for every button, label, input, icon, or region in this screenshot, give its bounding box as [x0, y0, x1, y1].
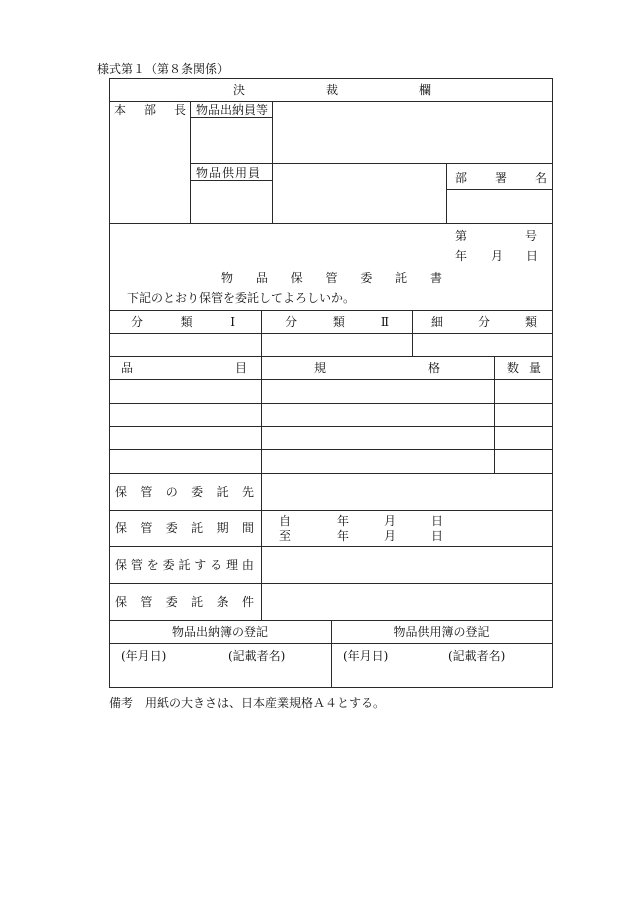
decision-title: 決 裁 欄: [233, 83, 431, 97]
honbucho-label: 本 部 長: [114, 103, 186, 117]
class1-label: 分 類 Ⅰ: [131, 315, 235, 329]
kyoyoin-label: 物品供用員: [196, 166, 262, 180]
itakusaki-label: 保 管 の 委 託 先: [115, 485, 254, 499]
riyu-label: 保 管 を 委 託 す る 理 由: [115, 558, 254, 572]
form-id: 様式第１（第８条関係）: [97, 62, 230, 76]
kikan-label: 保 管 委 託 期 間: [115, 521, 254, 535]
hinmoku-label: 品 目: [121, 361, 247, 375]
document-title: 物 品 保 管 委 託 書: [221, 271, 442, 285]
date-day: 日: [526, 249, 539, 263]
kikaku-label: 規 格: [314, 361, 440, 375]
ledger-suito-label: 物品出納簿の登記: [171, 625, 268, 639]
note-text: 備考 用紙の大きさは、日本産業規格Ａ４とする。: [109, 696, 386, 710]
class2-label: 分 類 Ⅱ: [285, 315, 389, 329]
ledger-kyoyo-label: 物品供用簿の登記: [393, 625, 490, 639]
ledger-kyoyo-date: (年月日): [343, 649, 389, 663]
ledger-kyoyo-writer: (記載者名): [448, 649, 506, 663]
ledger-suito-writer: (記載者名): [228, 649, 286, 663]
busho-label: 部 署 名: [455, 171, 547, 185]
class3-label: 細 分 類: [431, 315, 537, 329]
date-month: 月: [491, 249, 504, 263]
intro-text: 下記のとおり保管を委託してよろしいか。: [127, 291, 356, 305]
joken-label: 保 管 委 託 条 件: [115, 595, 254, 609]
suryo-label: 数 量: [507, 361, 541, 375]
number-line: 第 号: [455, 229, 537, 243]
date-year: 年: [455, 249, 468, 263]
ledger-suito-date: (年月日): [121, 649, 167, 663]
suitoin-label: 物品出納員等: [196, 103, 269, 117]
